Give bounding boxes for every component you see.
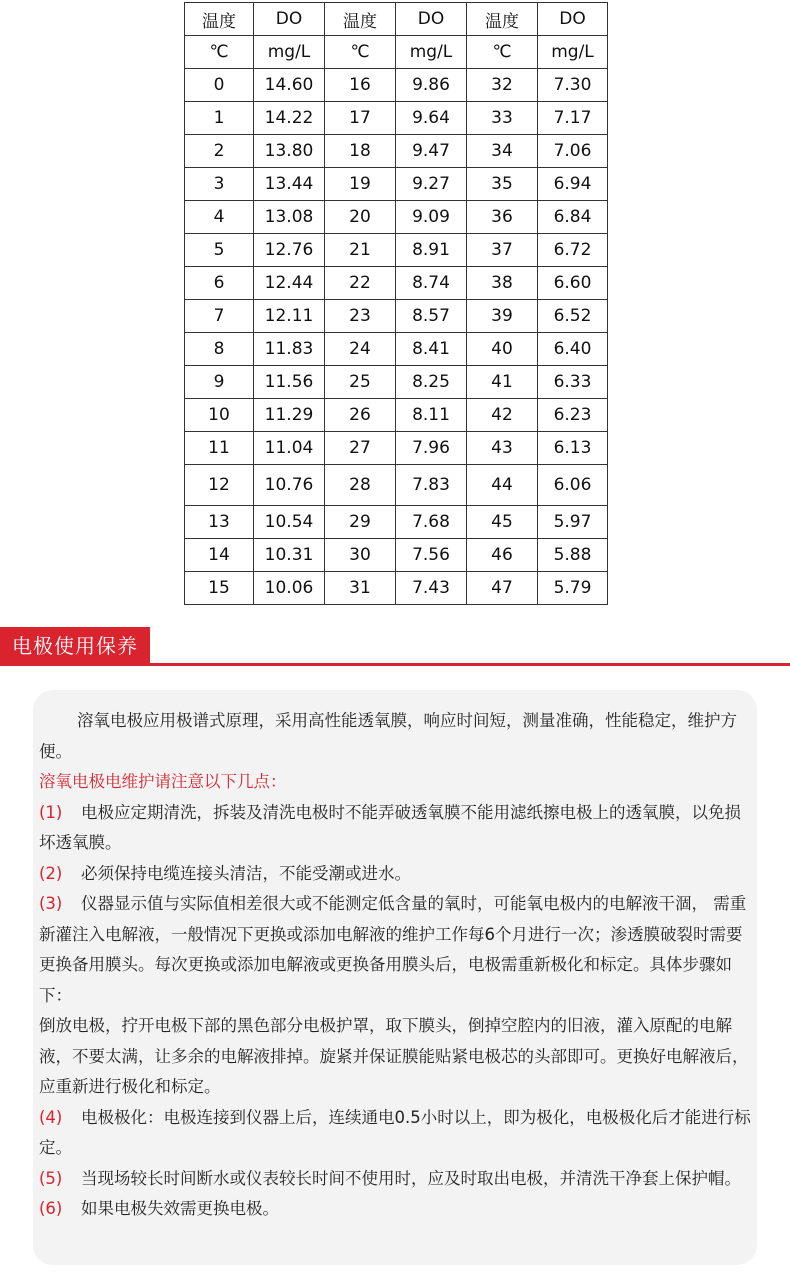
table-cell: 31: [325, 572, 396, 605]
table-cell: 12: [185, 465, 254, 506]
table-cell: 5.79: [538, 572, 608, 605]
table-cell: 6.52: [538, 300, 608, 333]
table-row: [185, 432, 608, 465]
table-cell: 16: [325, 69, 396, 102]
table-cell: 23: [325, 300, 396, 333]
table-cell: 25: [325, 366, 396, 399]
table-cell: 24: [325, 333, 396, 366]
table-cell: 26: [325, 399, 396, 432]
notice-heading: 溶氧电极电维护请注意以下几点：: [39, 772, 287, 791]
table-header-row-units: [185, 36, 608, 69]
table-row: [185, 135, 608, 168]
table-cell: 7.30: [538, 69, 608, 102]
section-title: 电极使用保养: [0, 627, 150, 666]
table-row: [185, 168, 608, 201]
table-cell: 7.06: [538, 135, 608, 168]
list-item-text: 倒放电极，拧开电极下部的黑色部分电极护罩，取下膜头，倒掉空腔内的旧液，灌入原配的电解液，不要太满，让多余的电解液排掉。旋紧并保证膜能贴紧电极芯的头部即可。更换好电解液后，应重新进行极化和标定。: [39, 1016, 749, 1096]
table-cell: 8.25: [396, 366, 467, 399]
table-cell: 21: [325, 234, 396, 267]
table-cell: 40: [467, 333, 538, 366]
table-cell: 42: [467, 399, 538, 432]
list-item-text: 当现场较长时间断水或仪表较长时间不使用时，应及时取出电极，并清洗干净套上保护帽。: [81, 1168, 741, 1188]
table-cell: 34: [467, 135, 538, 168]
table-row: [185, 300, 608, 333]
table-row: [185, 201, 608, 234]
header-unit-do-3: mg/L: [538, 36, 608, 69]
table-cell: 46: [467, 539, 538, 572]
table-row: [185, 465, 608, 506]
table-cell: 14.60: [254, 69, 325, 102]
table-cell: 7: [185, 300, 254, 333]
table-cell: 19: [325, 168, 396, 201]
table-cell: 2: [185, 135, 254, 168]
table-cell: 37: [467, 234, 538, 267]
table-cell: 38: [467, 267, 538, 300]
table-row: [185, 234, 608, 267]
maintenance-content: [39, 706, 751, 1225]
table-cell: 11.56: [254, 366, 325, 399]
table-row: [185, 333, 608, 366]
table-cell: 6.33: [538, 366, 608, 399]
table-cell: 13: [185, 506, 254, 539]
list-item: [39, 1011, 751, 1103]
table-cell: 8: [185, 333, 254, 366]
table-row: [185, 399, 608, 432]
table-cell: 10: [185, 399, 254, 432]
section-header: [0, 627, 790, 667]
table-cell: 39: [467, 300, 538, 333]
table-cell: 41: [467, 366, 538, 399]
table-cell: 12.76: [254, 234, 325, 267]
table-cell: 6.94: [538, 168, 608, 201]
table-row: [185, 267, 608, 300]
list-item: [39, 1194, 751, 1225]
table-cell: 7.17: [538, 102, 608, 135]
header-do-3: DO: [538, 3, 608, 36]
table-cell: 5: [185, 234, 254, 267]
table-cell: 18: [325, 135, 396, 168]
table-cell: 8.11: [396, 399, 467, 432]
header-unit-temp-2: ℃: [325, 36, 396, 69]
table-cell: 14.22: [254, 102, 325, 135]
table-cell: 13.80: [254, 135, 325, 168]
list-item: [39, 889, 751, 1011]
table-cell: 10.31: [254, 539, 325, 572]
list-item: [39, 798, 751, 859]
table-cell: 13.44: [254, 168, 325, 201]
list-item-number: (3): [39, 894, 63, 913]
table-cell: 5.97: [538, 506, 608, 539]
list-item-text: 必须保持电缆连接头清洁，不能受潮或进水。: [81, 863, 411, 883]
table-cell: 11: [185, 432, 254, 465]
table-cell: 6.23: [538, 399, 608, 432]
table-cell: 35: [467, 168, 538, 201]
table-cell: 6.40: [538, 333, 608, 366]
list-item: [39, 859, 751, 890]
table-cell: 5.88: [538, 539, 608, 572]
table-cell: 22: [325, 267, 396, 300]
table-cell: 32: [467, 69, 538, 102]
table-cell: 0: [185, 69, 254, 102]
list-item-number: (6): [39, 1199, 63, 1218]
table-row: [185, 539, 608, 572]
header-temp-3: 温度: [467, 3, 538, 36]
table-cell: 9.86: [396, 69, 467, 102]
maintenance-list: [39, 798, 751, 1225]
table-cell: 14: [185, 539, 254, 572]
list-item-text: 电极应定期清洗，拆装及清洗电极时不能弄破透氧膜不能用滤纸擦电极上的透氧膜，以免损坏透氧膜。: [39, 802, 741, 852]
table-cell: 8.41: [396, 333, 467, 366]
list-item-text: 如果电极失效需更换电极。: [81, 1199, 279, 1218]
list-item-number: (5): [39, 1168, 63, 1188]
header-do-1: DO: [254, 3, 325, 36]
table-cell: 11.29: [254, 399, 325, 432]
header-do-2: DO: [396, 3, 467, 36]
table-cell: 30: [325, 539, 396, 572]
table-cell: 3: [185, 168, 254, 201]
table-row: [185, 366, 608, 399]
table-row: [185, 69, 608, 102]
table-cell: 15: [185, 572, 254, 605]
table-cell: 6: [185, 267, 254, 300]
table-cell: 7.96: [396, 432, 467, 465]
table-cell: 28: [325, 465, 396, 506]
maintenance-card: [33, 690, 757, 1265]
table-cell: 10.06: [254, 572, 325, 605]
table-cell: 9.47: [396, 135, 467, 168]
table-cell: 44: [467, 465, 538, 506]
table-cell: 12.11: [254, 300, 325, 333]
header-unit-temp-1: ℃: [185, 36, 254, 69]
table-cell: 7.56: [396, 539, 467, 572]
table-cell: 7.83: [396, 465, 467, 506]
table-cell: 27: [325, 432, 396, 465]
table-cell: 1: [185, 102, 254, 135]
table-row: [185, 102, 608, 135]
header-temp-2: 温度: [325, 3, 396, 36]
do-solubility-table: [184, 2, 608, 605]
header-temp-1: 温度: [185, 3, 254, 36]
table-cell: 17: [325, 102, 396, 135]
table-cell: 10.54: [254, 506, 325, 539]
table-cell: 45: [467, 506, 538, 539]
table-cell: 7.43: [396, 572, 467, 605]
table-header-row-top: [185, 3, 608, 36]
table-cell: 36: [467, 201, 538, 234]
list-item-number: (2): [39, 863, 63, 883]
table-cell: 8.57: [396, 300, 467, 333]
table-cell: 6.06: [538, 465, 608, 506]
table-cell: 9.64: [396, 102, 467, 135]
table-cell: 6.13: [538, 432, 608, 465]
table-cell: 12.44: [254, 267, 325, 300]
table-cell: 9: [185, 366, 254, 399]
list-item: [39, 1164, 751, 1195]
header-unit-do-2: mg/L: [396, 36, 467, 69]
table-cell: 33: [467, 102, 538, 135]
list-item-number: (1): [39, 802, 63, 822]
table-cell: 47: [467, 572, 538, 605]
table-cell: 6.72: [538, 234, 608, 267]
table-cell: 43: [467, 432, 538, 465]
table-cell: 29: [325, 506, 396, 539]
table-cell: 11.04: [254, 432, 325, 465]
table-cell: 6.60: [538, 267, 608, 300]
table-cell: 4: [185, 201, 254, 234]
table-cell: 8.91: [396, 234, 467, 267]
table-cell: 13.08: [254, 201, 325, 234]
header-unit-temp-3: ℃: [467, 36, 538, 69]
list-item-text: 仪器显示值与实际值相差很大或不能测定低含量的氧时，可能氧电极内的电解液干涸， 需重新灌注入电解液，一般情况下更换或添加电解液的维护工作每6个月进行一次；渗透膜破裂时需要更换备用膜头。每次更换或添加电解液或更换备用膜头后，电极需重新极化和标定。具体步骤如下：: [39, 894, 747, 1005]
table-row: [185, 572, 608, 605]
table-body: [185, 69, 608, 605]
table-cell: 9.27: [396, 168, 467, 201]
table-cell: 11.83: [254, 333, 325, 366]
table-cell: 20: [325, 201, 396, 234]
table-cell: 8.74: [396, 267, 467, 300]
table-row: [185, 506, 608, 539]
table-cell: 6.84: [538, 201, 608, 234]
list-item-number: (4): [39, 1107, 63, 1127]
table-cell: 7.68: [396, 506, 467, 539]
header-unit-do-1: mg/L: [254, 36, 325, 69]
table-cell: 9.09: [396, 201, 467, 234]
table-cell: 10.76: [254, 465, 325, 506]
intro-paragraph: 溶氧电极应用极谱式原理，采用高性能透氧膜，响应时间短，测量准确，性能稳定，维护方便。: [39, 711, 737, 761]
list-item-text: 电极极化：电极连接到仪器上后，连续通电0.5小时以上，即为极化，电极极化后才能进行标定。: [39, 1107, 751, 1157]
list-item: [39, 1103, 751, 1164]
